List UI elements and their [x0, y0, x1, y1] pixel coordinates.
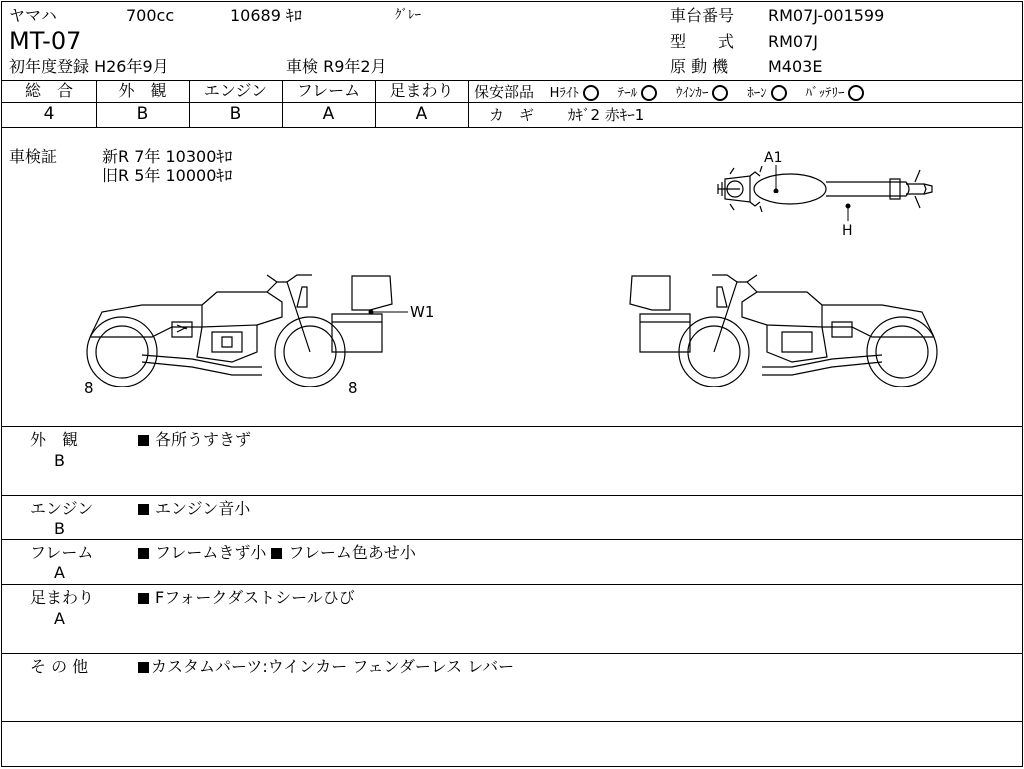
maker: ヤマハ: [9, 6, 57, 25]
section-frame-title: フレーム: [30, 543, 94, 562]
bullet-square-icon: [271, 548, 282, 559]
key-value: ｶｷﾞ2 赤ｷｰ1: [568, 106, 645, 124]
grade-exterior-label: 外 観: [118, 81, 167, 100]
section-engine-note: エンジン音小: [138, 500, 250, 518]
motorcycle-top-view: [710, 162, 940, 222]
mark-a1-leader: [770, 165, 782, 193]
luggage-box-icon: [622, 274, 692, 354]
bullet-square-icon: [138, 662, 149, 673]
safety-parts: [474, 83, 864, 103]
section-exterior-note: 各所うすきず: [138, 431, 251, 449]
color: ｸﾞﾚｰ: [395, 8, 421, 23]
frame-no-label: 車台番号: [670, 6, 735, 25]
engine-label: 原 動 機: [670, 57, 729, 76]
ok-circle-icon: [771, 85, 787, 101]
mark-front-tire: 8: [348, 379, 358, 397]
inspection-sheet: [1, 1, 1023, 767]
engine-value: M403E: [768, 57, 823, 76]
grade-suspension-label: 足まわり: [389, 81, 454, 100]
type-label: 型 式: [670, 32, 735, 51]
grade-engine-value: B: [229, 104, 242, 124]
grade-engine-label: エンジン: [203, 81, 268, 100]
grade-total-value: 4: [43, 104, 55, 124]
bullet-square-icon: [138, 548, 149, 559]
safety-item-battery: ﾊﾞｯﾃﾘｰ: [805, 86, 845, 101]
frame-no: RM07J-001599: [768, 6, 885, 25]
section-engine-grade: B: [54, 519, 65, 538]
mark-rear-tire: 8: [84, 379, 94, 397]
grade-suspension-value: A: [415, 104, 428, 124]
bullet-square-icon: [138, 504, 149, 515]
certificate-label: 車検証: [9, 147, 58, 166]
mark-h: H: [842, 223, 853, 239]
ok-circle-icon: [848, 85, 864, 101]
section-frame-note: フレームきず小 フレーム色あせ小: [138, 544, 416, 562]
section-other-note: カスタムパーツ:ウインカー フェンダーレス レバー: [138, 658, 514, 676]
key-label: カ ギ: [489, 106, 535, 124]
grade-frame-value: A: [322, 104, 335, 124]
mark-a1: A1: [764, 150, 783, 166]
section-suspension-grade: A: [54, 609, 65, 628]
ok-circle-icon: [641, 85, 657, 101]
bullet-square-icon: [138, 593, 149, 604]
safety-item-tail: ﾃｰﾙ: [617, 86, 638, 101]
safety-item-headlight: Hﾗｲﾄ: [549, 86, 579, 101]
section-exterior-title: 外 観: [30, 430, 79, 449]
section-suspension-title: 足まわり: [30, 588, 95, 607]
mark-w1-leader: [368, 308, 410, 316]
grade-frame-label: フレーム: [296, 81, 361, 100]
safety-item-winker: ｳｲﾝｶｰ: [675, 86, 709, 101]
grade-total-label: 総 合: [24, 81, 73, 100]
model-name: MT-07: [9, 27, 82, 55]
certificate-new: 新R 7年 10300ｷﾛ: [102, 147, 233, 166]
type-value: RM07J: [768, 32, 818, 51]
mileage: 10689 ｷﾛ: [230, 6, 302, 25]
certificate-old: 旧R 5年 10000ｷﾛ: [102, 166, 233, 185]
mark-h-leader: [842, 202, 854, 222]
safety-label: 保安部品: [474, 83, 535, 101]
section-frame-grade: A: [54, 563, 65, 582]
ok-circle-icon: [712, 85, 728, 101]
section-other-title: そ の 他: [30, 657, 89, 676]
section-engine-title: エンジン: [30, 499, 94, 518]
grade-exterior-value: B: [136, 104, 149, 124]
displacement: 700cc: [126, 6, 175, 25]
ok-circle-icon: [583, 85, 599, 101]
safety-item-horn: ﾎｰﾝ: [747, 86, 767, 101]
section-suspension-note: Fフォークダストシールひび: [138, 589, 355, 607]
inspection-expiry: 車検 R9年2月: [286, 57, 387, 76]
bullet-square-icon: [138, 435, 149, 446]
section-exterior-grade: B: [54, 451, 65, 470]
mark-w1: W1: [410, 303, 435, 321]
first-registration: 初年度登録 H26年9月: [9, 57, 169, 76]
